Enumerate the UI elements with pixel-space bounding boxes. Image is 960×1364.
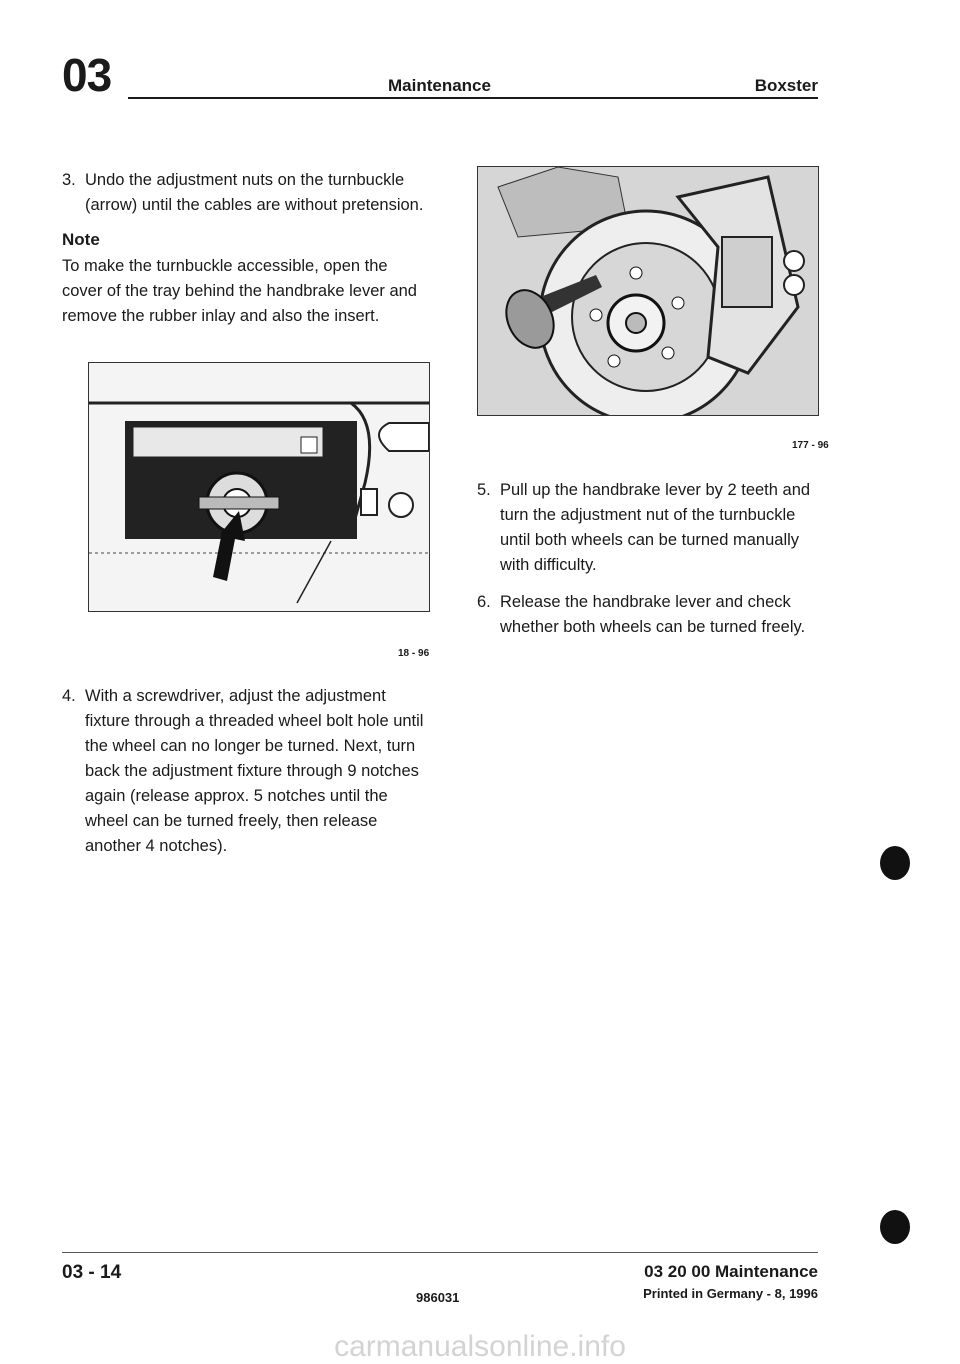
turnbuckle-illustration: [89, 363, 429, 611]
header-rule: [128, 97, 818, 99]
figure-brake-disc: [477, 166, 819, 416]
model-name: Boxster: [754, 76, 818, 95]
step-6: [477, 590, 822, 640]
footer-title: 03 20 00 Maintenance: [644, 1262, 818, 1281]
step-number: 6.: [477, 593, 491, 611]
document-number: 986031: [416, 1290, 460, 1305]
step-text: Undo the adjustment nuts on the turnbuckle (arrow) until the cables are without pretension.: [85, 171, 424, 214]
figure-id: 177 - 96: [792, 440, 829, 451]
step-4: [62, 684, 432, 859]
step-text: With a screwdriver, adjust the adjustment fixture through a threaded wheel bolt hole until the wheel can no longer be turned. Next, turn back the adjustment fixture through 9 notches again (release approx. 5 notches until the wheel can be turned freely, then release another 4 notches).: [85, 687, 424, 855]
watermark: carmanualsonline.info: [334, 1330, 626, 1363]
step-number: 4.: [62, 687, 76, 705]
page-number: 03 - 14: [62, 1262, 122, 1283]
section-title: Maintenance: [388, 76, 491, 95]
step-3: [62, 168, 432, 218]
step-text: Release the handbrake lever and check whether both wheels can be turned freely.: [500, 593, 806, 636]
binder-hole: [880, 1210, 910, 1244]
footer-rule: [62, 1252, 818, 1253]
figure-turnbuckle: [88, 362, 430, 612]
step-number: 5.: [477, 481, 491, 499]
step-text: Pull up the handbrake lever by 2 teeth and turn the adjustment nut of the turnbuckle until both wheels can be turned manually with difficulty.: [500, 481, 811, 574]
step-number: 3.: [62, 171, 76, 189]
figure-id: 18 - 96: [398, 648, 430, 659]
step-5: [477, 478, 822, 578]
chapter-number: 03: [62, 49, 112, 101]
binder-hole: [880, 846, 910, 880]
note-body: To make the turnbuckle accessible, open the cover of the tray behind the handbrake lever and remove the rubber inlay and also the insert.: [62, 257, 417, 325]
footer-printed: Printed in Germany - 8, 1996: [643, 1286, 818, 1301]
note-heading: Note: [62, 230, 100, 249]
brake-disc-illustration: [478, 167, 818, 415]
